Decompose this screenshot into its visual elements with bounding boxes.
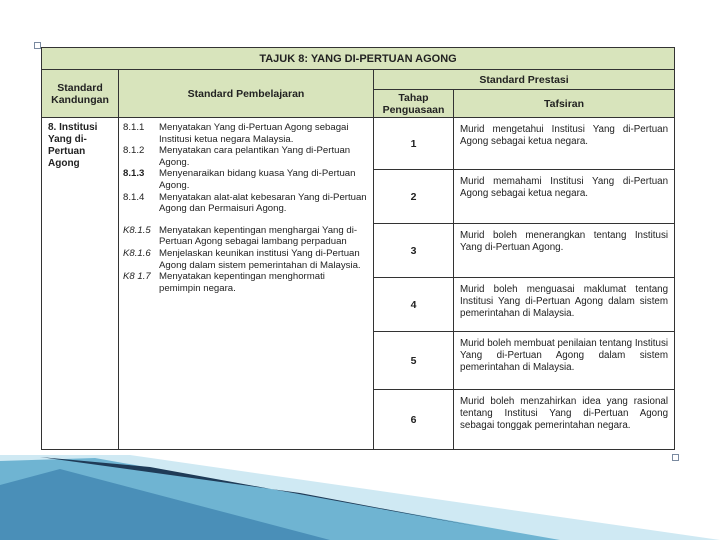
- learning-standard-text: Menyenaraikan bidang kuasa Yang di-Pertuan Agong.: [159, 168, 356, 191]
- list-item: [123, 168, 369, 191]
- learning-standard-code: 8.1.4: [123, 191, 145, 203]
- tafsiran-text: Murid boleh membuat penilaian tentang Institusi Yang di-Pertuan Agong dalam sistem pemerintahan di Malaysia.: [454, 332, 675, 390]
- header-standard-kandungan: Standard Kandungan: [42, 70, 119, 118]
- tafsiran-text: Murid boleh menguasai maklumat tentang Institusi Yang di-Pertuan Agong dalam sistem pemerintahan di Malaysia.: [454, 278, 675, 332]
- learning-standard-code: 8.1.1: [123, 122, 145, 133]
- list-spacer: [123, 215, 369, 225]
- decorative-bands: [0, 455, 720, 540]
- learning-standard-text: Menyatakan cara pelantikan Yang di-Pertuan Agong.: [159, 145, 351, 168]
- standard-pembelajaran-list: [123, 122, 369, 294]
- learning-standard-code: K8.1.5: [123, 224, 151, 236]
- tahap-level: 4: [374, 278, 454, 332]
- learning-standard-text: Menyatakan alat-alat kebesaran Yang di-Pertuan Agong dan Permaisuri Agong.: [159, 191, 367, 215]
- learning-standard-code: K8 1.7: [123, 271, 151, 283]
- learning-standard-code: 8.1.2: [123, 145, 145, 157]
- list-item: [123, 145, 369, 168]
- tafsiran-text: Murid mengetahui Institusi Yang di-Pertuan Agong sebagai ketua negara.: [454, 118, 675, 170]
- list-item: [123, 271, 369, 294]
- header-standard-pembelajaran: Standard Pembelajaran: [119, 70, 374, 118]
- learning-standard-text: Menjelaskan keunikan institusi Yang di-Pertuan Agong dalam sistem pemerintahan di Malaysia.: [159, 247, 361, 271]
- learning-standard-text: Menyatakan Yang di-Pertuan Agong sebagai Institusi ketua negara Malaysia.: [159, 122, 349, 145]
- tafsiran-text: Murid boleh menerangkan tentang Institusi Yang di-Pertuan Agong.: [454, 224, 675, 278]
- learning-standard-code: K8.1.6: [123, 247, 151, 259]
- tafsiran-text: Murid boleh menzahirkan idea yang rasional tentang Institusi Yang di-Pertuan Agong sebagai tonggak pemerintahan negara.: [454, 390, 675, 450]
- table-title: TAJUK 8: YANG DI-PERTUAN AGONG: [42, 48, 675, 70]
- tahap-level: 6: [374, 390, 454, 450]
- standard-pembelajaran-cell: [119, 118, 374, 450]
- selection-handle-top-left[interactable]: [34, 42, 41, 49]
- list-item: [123, 192, 369, 215]
- list-item: [123, 248, 369, 271]
- learning-standard-text: Menyatakan kepentingan menghargai Yang di-Pertuan Agong sebagai lambang perpaduan: [159, 224, 358, 248]
- tahap-level: 5: [374, 332, 454, 390]
- header-tahap-penguasaan: Tahap Penguasaan: [374, 90, 454, 118]
- tahap-level: 3: [374, 224, 454, 278]
- header-tafsiran: Tafsiran: [454, 90, 675, 118]
- standard-table: [41, 47, 675, 450]
- tahap-level: 1: [374, 118, 454, 170]
- learning-standard-code: 8.1.3: [123, 168, 145, 180]
- list-item: [123, 225, 369, 248]
- standard-kandungan-cell: 8. Institusi Yang di-Pertuan Agong: [42, 118, 119, 450]
- tahap-level: 2: [374, 170, 454, 224]
- learning-standard-text: Menyatakan kepentingan menghormati pemimpin negara.: [159, 271, 325, 294]
- tafsiran-text: Murid memahami Institusi Yang di-Pertuan Agong sebagai ketua negara.: [454, 170, 675, 224]
- list-item: [123, 122, 369, 145]
- header-standard-prestasi: Standard Prestasi: [374, 70, 675, 90]
